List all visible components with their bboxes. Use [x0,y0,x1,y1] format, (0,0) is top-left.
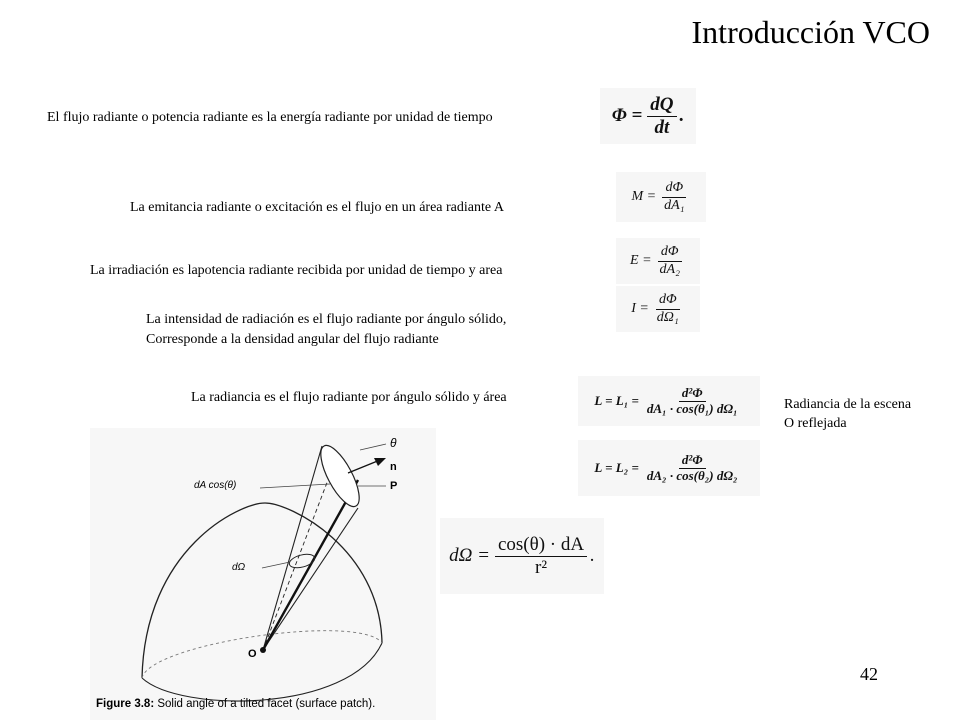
label-dacos: dA cos(θ) [194,480,237,491]
eq-domega-lhs: dΩ = [449,545,490,566]
eq-l1-den: dA₁ · cos(θ₁) dΩ₁ [646,400,738,416]
emittance-definition: La emitancia radiante o excitación es el flujo en un área radiante A [130,200,504,215]
figure-caption-bold: Figure 3.8: [96,698,155,710]
eq-e-den: dA₂ [659,261,680,277]
eq-phi-tail: . [679,105,685,126]
hemisphere-base-back [142,631,382,678]
figure-caption-text: Solid angle of a tilted facet (surface patch). [154,698,376,710]
eq-domega-num: cos(θ) · dA [495,534,587,557]
eq-l2-fraction [644,453,741,484]
eq-m-lhs: M = [631,189,657,204]
eq-phi-lhs: Φ = [611,105,643,126]
irradiance-equation [616,238,700,284]
hemisphere-diagram [90,428,436,720]
eq-phi-fraction [647,94,676,139]
scene-radiance-label-line-1: Radiancia de la escena [784,397,912,412]
facet-patch [313,440,366,511]
label-origin: O [248,648,257,660]
eq-m-den: dA₁ [664,197,685,213]
intensity-definition-line-2: Corresponde a la densidad angular del flujo radiante [146,332,439,347]
eq-i-den: dΩ₁ [656,309,679,325]
radiance-definition: La radiancia es el flujo radiante por ángulo sólido y área [191,390,507,405]
intensity-definition-line-1: La intensidad de radiación es el flujo radiante por ángulo sólido, [146,312,507,327]
eq-l2-den: dA₂ · cos(θ₂) dΩ₂ [646,467,738,483]
origin-point [260,647,266,653]
intensity-equation [616,286,700,332]
eq-l1-num: d²Φ [679,386,706,402]
eq-i-num: dΦ [656,292,680,309]
cone-edge-right [263,508,358,650]
solid-angle-equation [440,518,604,594]
figure-caption [96,698,375,710]
flux-equation [600,88,696,144]
label-theta: θ [390,436,397,450]
eq-domega-fraction [495,534,587,579]
emittance-equation [616,172,706,222]
label-n: n [390,461,397,473]
cone-axis [263,480,328,650]
eq-phi-den: dt [654,116,670,138]
eq-l1-lhs: L = L₁ = [594,393,639,408]
eq-l2-lhs: L = L₂ = [594,460,639,475]
theta-leader [360,444,386,450]
eq-phi-num: dQ [647,94,676,117]
normal-arrow-line [348,460,380,473]
radiance-equation-1 [578,376,760,426]
eq-e-lhs: E = [630,253,652,268]
eq-i-lhs: I = [631,301,649,316]
domega-leader [262,562,290,568]
dacos-leader [260,484,330,488]
solid-angle-figure [90,428,436,720]
eq-e-num: dΦ [658,244,682,261]
slide-title: Introducción VCO [691,14,930,50]
radiance-equation-2 [578,440,760,496]
page-number: 42 [860,664,878,684]
cone-edge-left [263,446,322,650]
label-domega: dΩ [232,562,246,573]
eq-i-fraction [654,292,682,325]
eq-m-fraction [661,180,687,213]
eq-e-fraction [657,244,683,277]
eq-l1-fraction [644,386,741,417]
eq-m-num: dΦ [662,180,686,197]
eq-domega-tail: . [590,545,595,566]
eq-l2-num: d²Φ [679,453,706,469]
label-p: P [390,480,398,492]
scene-radiance-label-line-2: O reflejada [784,416,847,431]
eq-domega-den: r² [535,556,548,578]
irradiance-definition: La irradiación es lapotencia radiante recibida por unidad de tiempo y area [90,263,503,278]
flux-definition: El flujo radiante o potencia radiante es la energía radiante por unidad de tiempo [47,110,493,125]
